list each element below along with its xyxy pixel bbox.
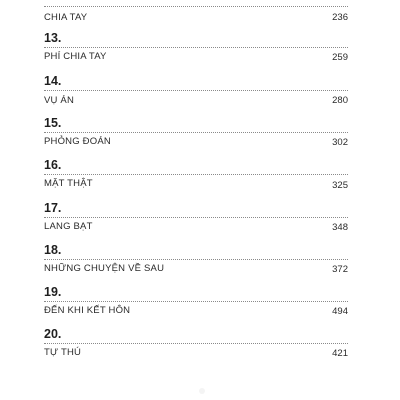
dotted-separator xyxy=(44,174,348,175)
chapter-title: CHIA TAY xyxy=(44,12,88,23)
chapter-number: 19. xyxy=(44,285,62,299)
chapter-title: VỤ ÁN xyxy=(44,95,75,106)
chapter-title: ĐẾN KHI KẾT HÔN xyxy=(44,305,131,316)
dotted-separator xyxy=(44,132,348,133)
page-number: 325 xyxy=(332,180,348,191)
dotted-separator xyxy=(44,217,348,218)
chapter-number: 18. xyxy=(44,243,62,257)
page-number: 348 xyxy=(332,222,348,233)
chapter-title: LANG BẠT xyxy=(44,221,93,232)
page-number: 280 xyxy=(332,95,348,106)
chapter-number: 16. xyxy=(44,158,62,172)
chapter-number: 17. xyxy=(44,201,62,215)
page-number: 372 xyxy=(332,264,348,275)
dotted-separator xyxy=(44,259,348,260)
chapter-title: PHỎNG ĐOÁN xyxy=(44,136,111,147)
page-number: 259 xyxy=(332,52,348,63)
chapter-number: 14. xyxy=(44,74,62,88)
page-number: 302 xyxy=(332,137,348,148)
dotted-separator xyxy=(44,343,348,344)
page-number: 494 xyxy=(332,306,348,317)
page-number: 421 xyxy=(332,348,348,359)
dotted-separator xyxy=(44,301,348,302)
chapter-title: TỰ THÚ xyxy=(44,347,82,358)
page-number: 236 xyxy=(332,12,348,23)
chapter-title: NHỮNG CHUYỆN VỀ SAU xyxy=(44,263,165,274)
chapter-title: MẶT THẬT xyxy=(44,178,93,189)
dotted-separator xyxy=(44,47,348,48)
chapter-number: 20. xyxy=(44,327,62,341)
chapter-title: PHÍ CHIA TAY xyxy=(44,51,107,62)
dotted-separator xyxy=(44,6,348,7)
page-smudge xyxy=(199,388,205,394)
chapter-number: 15. xyxy=(44,116,62,130)
chapter-number: 13. xyxy=(44,31,62,45)
dotted-separator xyxy=(44,90,348,91)
